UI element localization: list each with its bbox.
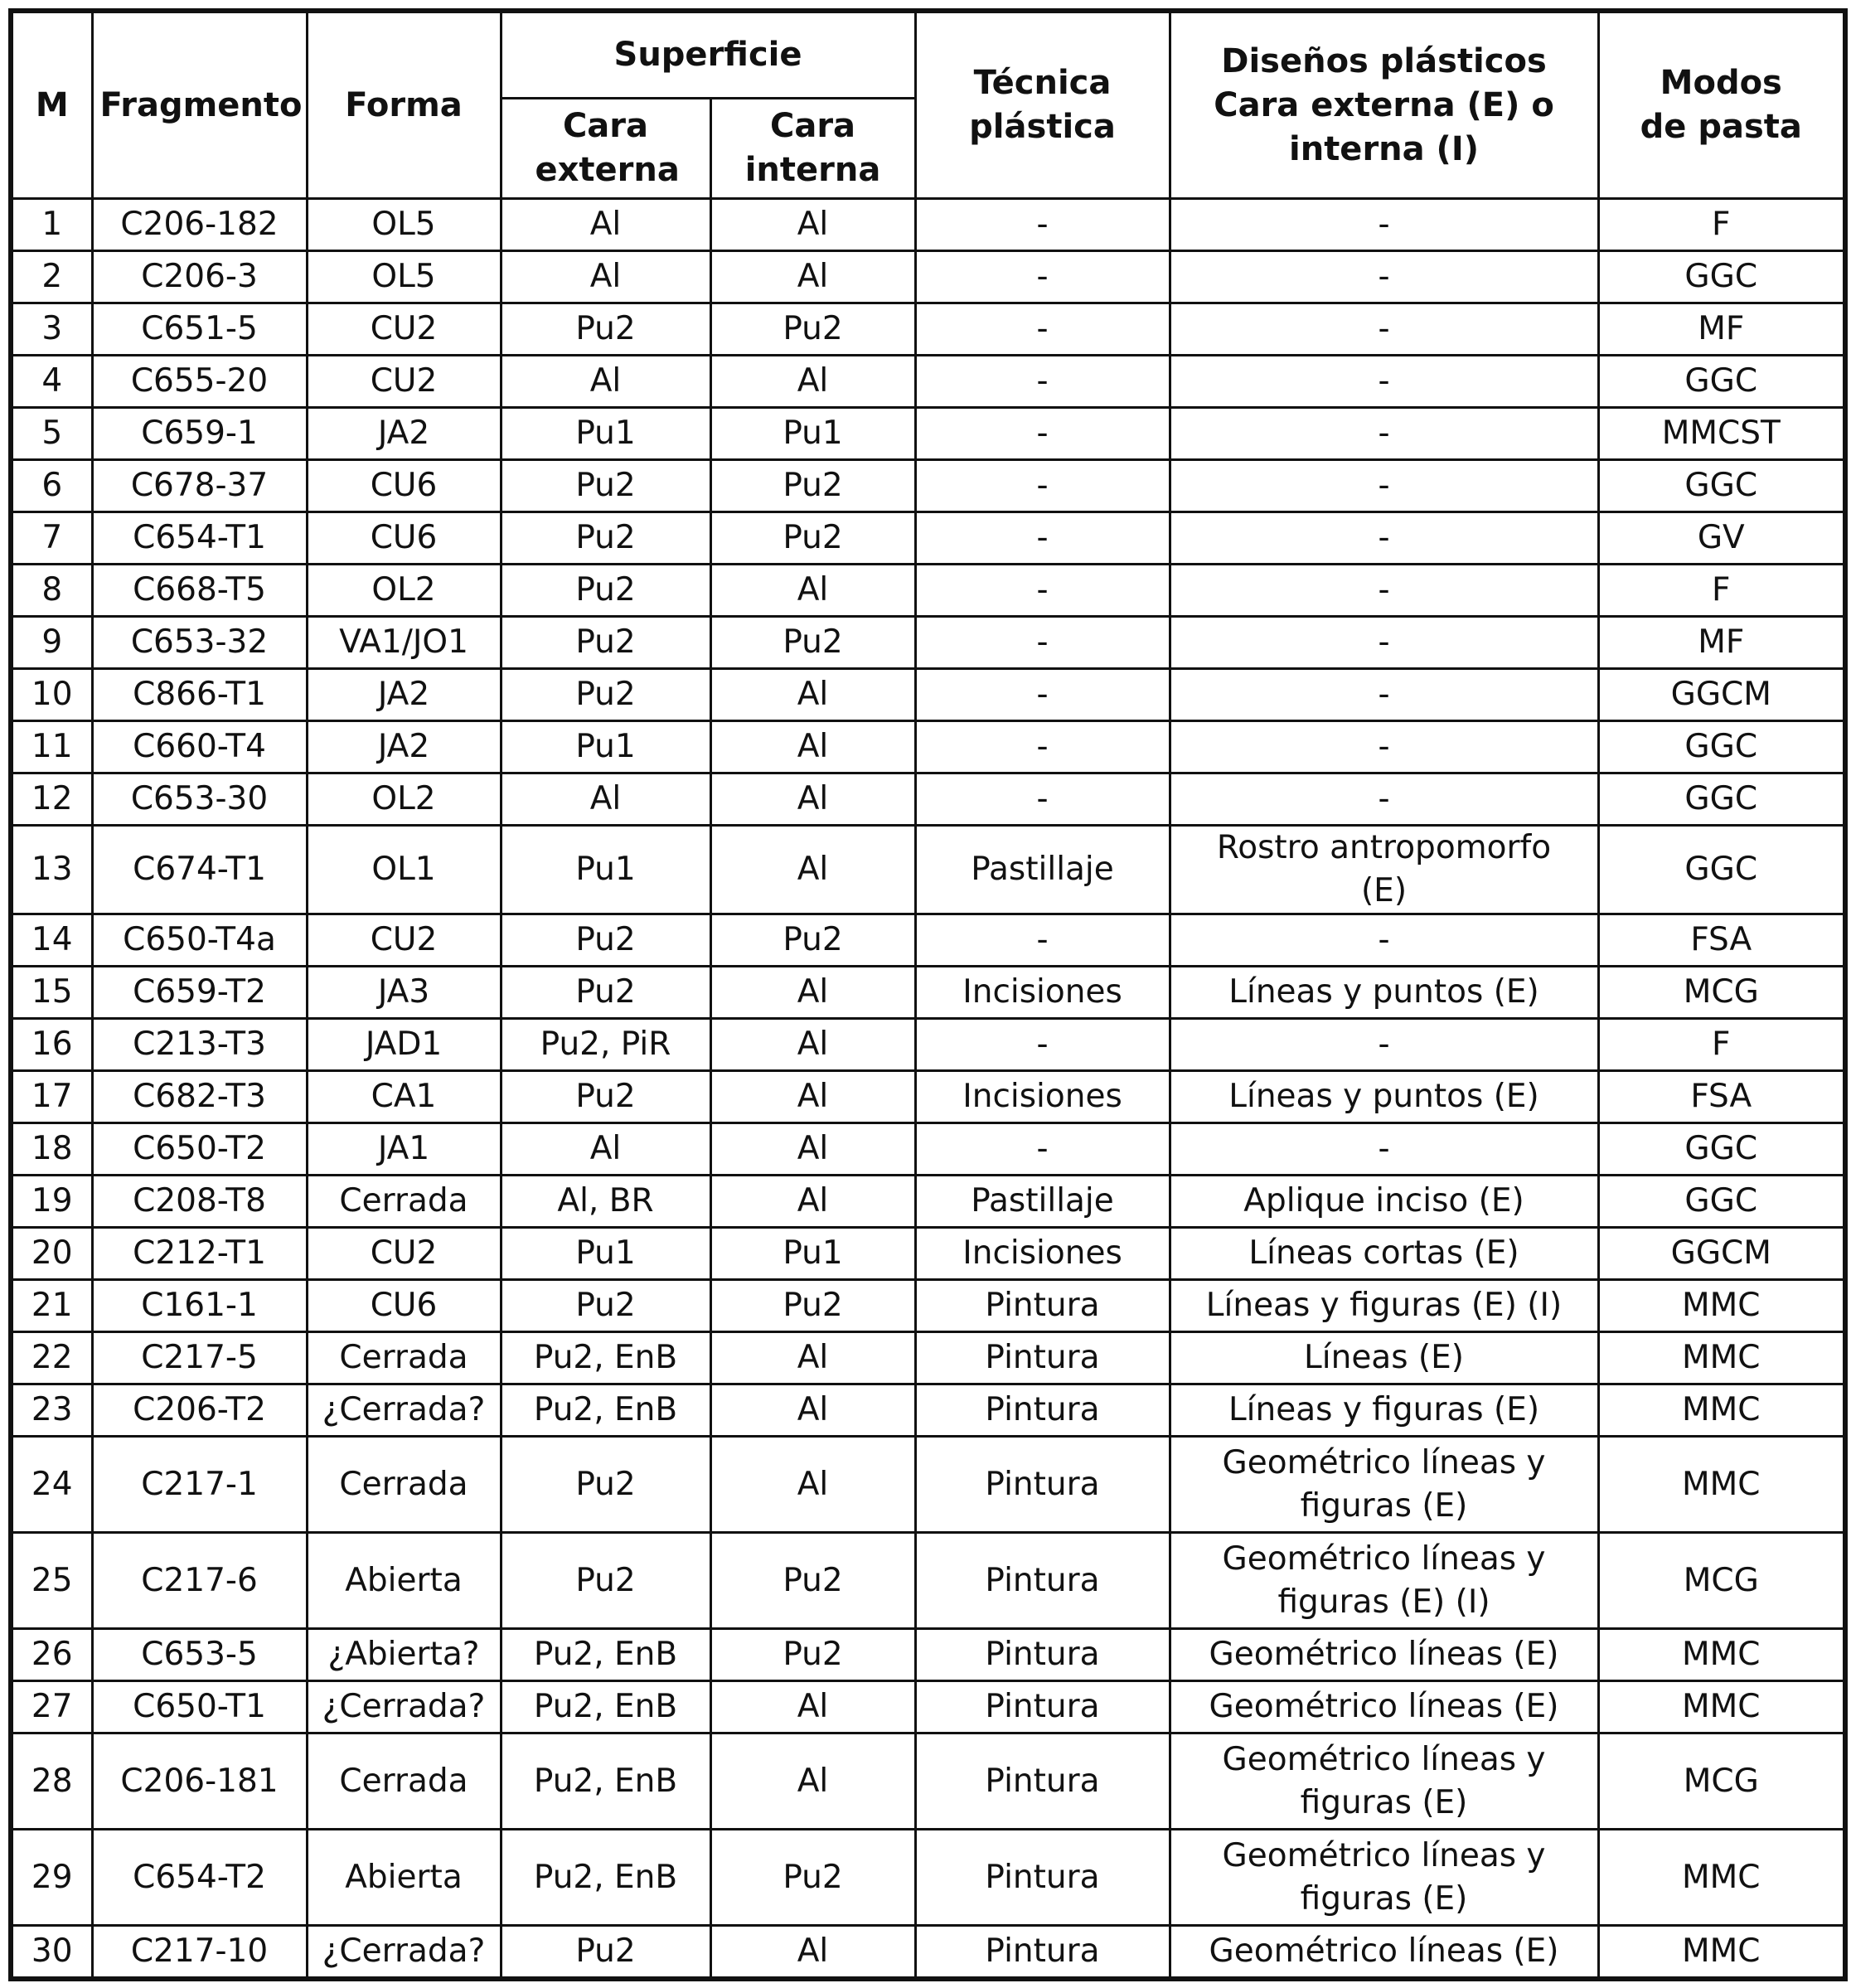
cell-cara-interna: Al [710, 251, 915, 303]
cell-tecnica-plastica: Pintura [915, 1437, 1170, 1533]
cell-cara-externa: Pu2, EnB [501, 1332, 710, 1384]
cell-modos-de-pasta: MMC [1598, 1332, 1845, 1384]
cell-fragmento: C206-181 [92, 1733, 307, 1830]
cell-tecnica-plastica: Incisiones [915, 1228, 1170, 1280]
table-row [11, 1280, 1845, 1332]
cell-cara-externa: Pu1 [501, 721, 710, 773]
cell-tecnica-plastica: - [915, 1019, 1170, 1071]
cell-tecnica-plastica: Pintura [915, 1926, 1170, 1980]
cell-tecnica-plastica: - [915, 356, 1170, 408]
cell-cara-interna: Pu2 [710, 303, 915, 356]
header-modos-de-pasta: Modos de pasta [1598, 11, 1845, 199]
cell-m: 3 [11, 303, 92, 356]
cell-cara-externa: Pu2 [501, 1280, 710, 1332]
cell-modos-de-pasta: MMC [1598, 1437, 1845, 1533]
cell-cara-interna: Pu2 [710, 617, 915, 669]
cell-modos-de-pasta: F [1598, 565, 1845, 617]
cell-modos-de-pasta: GV [1598, 512, 1845, 565]
cell-cara-interna: Al [710, 669, 915, 721]
cell-tecnica-plastica: - [915, 721, 1170, 773]
cell-cara-externa: Pu2 [501, 512, 710, 565]
header-cara-externa: Cara externa [501, 99, 710, 199]
cell-disenos-plasticos: - [1170, 721, 1598, 773]
cell-forma: ¿Cerrada? [307, 1926, 501, 1980]
table-row [11, 1228, 1845, 1280]
cell-disenos-plasticos: Líneas y figuras (E) (I) [1170, 1280, 1598, 1332]
cell-fragmento: C674-T1 [92, 826, 307, 914]
cell-m: 12 [11, 773, 92, 826]
cell-fragmento: C668-T5 [92, 565, 307, 617]
cell-forma: Cerrada [307, 1733, 501, 1830]
cell-cara-externa: Al [501, 199, 710, 251]
cell-cara-interna: Al [710, 1926, 915, 1980]
cell-m: 11 [11, 721, 92, 773]
cell-fragmento: C217-5 [92, 1332, 307, 1384]
cell-modos-de-pasta: MCG [1598, 1733, 1845, 1830]
cell-tecnica-plastica: Pintura [915, 1733, 1170, 1830]
cell-fragmento: C682-T3 [92, 1071, 307, 1123]
cell-cara-externa: Al [501, 356, 710, 408]
cell-cara-externa: Pu2 [501, 460, 710, 512]
cell-tecnica-plastica: - [915, 1123, 1170, 1176]
cell-modos-de-pasta: MCG [1598, 967, 1845, 1019]
cell-cara-interna: Pu2 [710, 460, 915, 512]
cell-cara-interna: Pu2 [710, 1533, 915, 1629]
cell-m: 1 [11, 199, 92, 251]
cell-cara-interna: Al [710, 826, 915, 914]
cell-cara-externa: Pu1 [501, 826, 710, 914]
cell-forma: Abierta [307, 1533, 501, 1629]
cell-m: 2 [11, 251, 92, 303]
cell-disenos-plasticos: - [1170, 617, 1598, 669]
cell-m: 16 [11, 1019, 92, 1071]
cell-tecnica-plastica: - [915, 512, 1170, 565]
cell-modos-de-pasta: MMC [1598, 1681, 1845, 1733]
table-row [11, 826, 1845, 914]
cell-fragmento: C653-30 [92, 773, 307, 826]
cell-cara-interna: Pu2 [710, 512, 915, 565]
cell-cara-interna: Al [710, 1681, 915, 1733]
cell-fragmento: C654-T1 [92, 512, 307, 565]
header-fragmento: Fragmento [92, 11, 307, 199]
cell-m: 9 [11, 617, 92, 669]
cell-m: 22 [11, 1332, 92, 1384]
cell-tecnica-plastica: Pintura [915, 1384, 1170, 1437]
cell-cara-externa: Pu2, EnB [501, 1681, 710, 1733]
table-header [11, 11, 1845, 199]
cell-fragmento: C206-182 [92, 199, 307, 251]
cell-modos-de-pasta: GGC [1598, 721, 1845, 773]
cell-cara-interna: Al [710, 1437, 915, 1533]
cell-m: 18 [11, 1123, 92, 1176]
cell-fragmento: C653-32 [92, 617, 307, 669]
cell-m: 26 [11, 1629, 92, 1681]
cell-fragmento: C217-6 [92, 1533, 307, 1629]
cell-disenos-plasticos: - [1170, 1019, 1598, 1071]
cell-m: 23 [11, 1384, 92, 1437]
cell-forma: JA3 [307, 967, 501, 1019]
cell-fragmento: C650-T2 [92, 1123, 307, 1176]
cell-tecnica-plastica: - [915, 408, 1170, 460]
cell-modos-de-pasta: GGC [1598, 1123, 1845, 1176]
cell-fragmento: C206-3 [92, 251, 307, 303]
cell-forma: CU2 [307, 1228, 501, 1280]
cell-disenos-plasticos: Rostro antropomorfo (E) [1170, 826, 1598, 914]
cell-disenos-plasticos: - [1170, 199, 1598, 251]
cell-disenos-plasticos: Geométrico líneas y figuras (E) [1170, 1437, 1598, 1533]
cell-cara-externa: Pu2 [501, 669, 710, 721]
cell-cara-externa: Pu2 [501, 565, 710, 617]
cell-disenos-plasticos: Geométrico líneas y figuras (E) [1170, 1830, 1598, 1926]
cell-cara-interna: Al [710, 356, 915, 408]
cell-cara-interna: Al [710, 1332, 915, 1384]
cell-fragmento: C678-37 [92, 460, 307, 512]
cell-forma: CU2 [307, 303, 501, 356]
table-row [11, 1123, 1845, 1176]
table-row [11, 1629, 1845, 1681]
cell-cara-externa: Pu2 [501, 303, 710, 356]
cell-fragmento: C653-5 [92, 1629, 307, 1681]
cell-fragmento: C651-5 [92, 303, 307, 356]
cell-fragmento: C660-T4 [92, 721, 307, 773]
cell-fragmento: C659-T2 [92, 967, 307, 1019]
cell-disenos-plasticos: Líneas y figuras (E) [1170, 1384, 1598, 1437]
cell-cara-externa: Pu2, EnB [501, 1733, 710, 1830]
cell-forma: JA2 [307, 408, 501, 460]
table-row [11, 251, 1845, 303]
cell-m: 5 [11, 408, 92, 460]
cell-modos-de-pasta: GGC [1598, 356, 1845, 408]
cell-cara-externa: Pu2 [501, 914, 710, 967]
cell-forma: Abierta [307, 1830, 501, 1926]
cell-m: 19 [11, 1176, 92, 1228]
table-row [11, 669, 1845, 721]
cell-modos-de-pasta: GGC [1598, 460, 1845, 512]
cell-m: 6 [11, 460, 92, 512]
cell-modos-de-pasta: GGC [1598, 251, 1845, 303]
cell-disenos-plasticos: - [1170, 565, 1598, 617]
cell-forma: ¿Cerrada? [307, 1681, 501, 1733]
cell-tecnica-plastica: Pintura [915, 1629, 1170, 1681]
cell-forma: Cerrada [307, 1176, 501, 1228]
cell-forma: JAD1 [307, 1019, 501, 1071]
cell-modos-de-pasta: MF [1598, 617, 1845, 669]
table-row [11, 1533, 1845, 1629]
cell-disenos-plasticos: - [1170, 914, 1598, 967]
cell-tecnica-plastica: - [915, 303, 1170, 356]
cell-modos-de-pasta: MMC [1598, 1384, 1845, 1437]
table-row [11, 1332, 1845, 1384]
cell-modos-de-pasta: F [1598, 199, 1845, 251]
table-row [11, 967, 1845, 1019]
cell-disenos-plasticos: Líneas y puntos (E) [1170, 1071, 1598, 1123]
cell-m: 25 [11, 1533, 92, 1629]
cell-disenos-plasticos: - [1170, 356, 1598, 408]
cell-tecnica-plastica: Pintura [915, 1280, 1170, 1332]
cell-modos-de-pasta: GGC [1598, 773, 1845, 826]
cell-disenos-plasticos: Líneas cortas (E) [1170, 1228, 1598, 1280]
table-body [11, 199, 1845, 1980]
table-row [11, 1437, 1845, 1533]
cell-cara-interna: Al [710, 773, 915, 826]
cell-modos-de-pasta: MMC [1598, 1926, 1845, 1980]
cell-disenos-plasticos: - [1170, 512, 1598, 565]
cell-fragmento: C650-T1 [92, 1681, 307, 1733]
cell-cara-interna: Al [710, 1176, 915, 1228]
cell-modos-de-pasta: GGC [1598, 826, 1845, 914]
cell-disenos-plasticos: - [1170, 408, 1598, 460]
cell-cara-interna: Al [710, 1071, 915, 1123]
cell-modos-de-pasta: MMC [1598, 1830, 1845, 1926]
cell-fragmento: C655-20 [92, 356, 307, 408]
table-row [11, 1019, 1845, 1071]
table-row [11, 1733, 1845, 1830]
cell-cara-externa: Pu1 [501, 408, 710, 460]
cell-fragmento: C213-T3 [92, 1019, 307, 1071]
cell-tecnica-plastica: Pintura [915, 1332, 1170, 1384]
table-row [11, 199, 1845, 251]
header-m: M [11, 11, 92, 199]
cell-m: 4 [11, 356, 92, 408]
cell-cara-interna: Pu1 [710, 1228, 915, 1280]
cell-tecnica-plastica: Pastillaje [915, 826, 1170, 914]
cell-cara-externa: Pu2 [501, 1926, 710, 1980]
cell-m: 8 [11, 565, 92, 617]
cell-modos-de-pasta: MMCST [1598, 408, 1845, 460]
cell-cara-externa: Pu2, PiR [501, 1019, 710, 1071]
table-row [11, 914, 1845, 967]
ceramics-table-sheet [8, 8, 1843, 1980]
cell-forma: OL2 [307, 773, 501, 826]
cell-tecnica-plastica: - [915, 460, 1170, 512]
cell-m: 20 [11, 1228, 92, 1280]
table-row [11, 721, 1845, 773]
cell-disenos-plasticos: Aplique inciso (E) [1170, 1176, 1598, 1228]
cell-disenos-plasticos: Líneas y puntos (E) [1170, 967, 1598, 1019]
cell-tecnica-plastica: - [915, 669, 1170, 721]
cell-m: 14 [11, 914, 92, 967]
cell-m: 7 [11, 512, 92, 565]
cell-modos-de-pasta: GGCM [1598, 1228, 1845, 1280]
cell-fragmento: C208-T8 [92, 1176, 307, 1228]
cell-cara-externa: Al [501, 251, 710, 303]
cell-m: 15 [11, 967, 92, 1019]
cell-disenos-plasticos: Geométrico líneas y figuras (E) (I) [1170, 1533, 1598, 1629]
cell-forma: CU6 [307, 460, 501, 512]
cell-fragmento: C217-1 [92, 1437, 307, 1533]
cell-fragmento: C659-1 [92, 408, 307, 460]
cell-forma: VA1/JO1 [307, 617, 501, 669]
cell-cara-externa: Pu1 [501, 1228, 710, 1280]
cell-cara-externa: Al [501, 1123, 710, 1176]
cell-cara-interna: Pu2 [710, 914, 915, 967]
header-cara-interna: Cara interna [710, 99, 915, 199]
header-row-1 [11, 11, 1845, 99]
cell-cara-interna: Al [710, 967, 915, 1019]
cell-cara-interna: Pu2 [710, 1280, 915, 1332]
cell-fragmento: C212-T1 [92, 1228, 307, 1280]
table-row [11, 356, 1845, 408]
cell-forma: ¿Cerrada? [307, 1384, 501, 1437]
cell-modos-de-pasta: FSA [1598, 1071, 1845, 1123]
table-row [11, 1681, 1845, 1733]
cell-fragmento: C866-T1 [92, 669, 307, 721]
cell-cara-externa: Pu2 [501, 617, 710, 669]
cell-cara-externa: Pu2, EnB [501, 1629, 710, 1681]
cell-fragmento: C650-T4a [92, 914, 307, 967]
cell-disenos-plasticos: Líneas (E) [1170, 1332, 1598, 1384]
cell-cara-interna: Al [710, 199, 915, 251]
table-row [11, 773, 1845, 826]
cell-m: 13 [11, 826, 92, 914]
cell-disenos-plasticos: Geométrico líneas (E) [1170, 1926, 1598, 1980]
cell-cara-externa: Pu2 [501, 967, 710, 1019]
cell-m: 21 [11, 1280, 92, 1332]
cell-disenos-plasticos: - [1170, 303, 1598, 356]
cell-modos-de-pasta: MMC [1598, 1629, 1845, 1681]
cell-cara-externa: Al, BR [501, 1176, 710, 1228]
cell-m: 10 [11, 669, 92, 721]
cell-modos-de-pasta: MCG [1598, 1533, 1845, 1629]
cell-tecnica-plastica: Pintura [915, 1533, 1170, 1629]
cell-cara-externa: Pu2 [501, 1437, 710, 1533]
cell-fragmento: C161-1 [92, 1280, 307, 1332]
cell-disenos-plasticos: - [1170, 460, 1598, 512]
cell-cara-externa: Pu2 [501, 1071, 710, 1123]
cell-disenos-plasticos: - [1170, 773, 1598, 826]
cell-m: 29 [11, 1830, 92, 1926]
cell-disenos-plasticos: - [1170, 1123, 1598, 1176]
table-row [11, 1071, 1845, 1123]
cell-tecnica-plastica: Pastillaje [915, 1176, 1170, 1228]
cell-tecnica-plastica: - [915, 617, 1170, 669]
header-tecnica-plastica: Técnica plástica [915, 11, 1170, 199]
cell-m: 17 [11, 1071, 92, 1123]
cell-tecnica-plastica: - [915, 199, 1170, 251]
cell-disenos-plasticos: Geométrico líneas (E) [1170, 1629, 1598, 1681]
cell-forma: JA1 [307, 1123, 501, 1176]
cell-cara-interna: Al [710, 1123, 915, 1176]
cell-forma: Cerrada [307, 1332, 501, 1384]
cell-tecnica-plastica: Incisiones [915, 1071, 1170, 1123]
cell-modos-de-pasta: GGC [1598, 1176, 1845, 1228]
cell-modos-de-pasta: FSA [1598, 914, 1845, 967]
cell-tecnica-plastica: Pintura [915, 1681, 1170, 1733]
cell-m: 28 [11, 1733, 92, 1830]
cell-modos-de-pasta: MF [1598, 303, 1845, 356]
cell-tecnica-plastica: - [915, 773, 1170, 826]
table-row [11, 1384, 1845, 1437]
cell-tecnica-plastica: Pintura [915, 1830, 1170, 1926]
cell-cara-interna: Al [710, 1019, 915, 1071]
cell-disenos-plasticos: Geométrico líneas (E) [1170, 1681, 1598, 1733]
cell-tecnica-plastica: Incisiones [915, 967, 1170, 1019]
cell-cara-externa: Pu2, EnB [501, 1830, 710, 1926]
cell-forma: CU2 [307, 356, 501, 408]
ceramics-fragments-table [8, 8, 1848, 1981]
cell-cara-externa: Pu2, EnB [501, 1384, 710, 1437]
cell-m: 27 [11, 1681, 92, 1733]
table-row [11, 460, 1845, 512]
table-row [11, 1830, 1845, 1926]
cell-forma: CU6 [307, 1280, 501, 1332]
cell-modos-de-pasta: GGCM [1598, 669, 1845, 721]
header-disenos-plasticos: Diseños plásticos Cara externa (E) o interna (I) [1170, 11, 1598, 199]
cell-disenos-plasticos: - [1170, 251, 1598, 303]
table-row [11, 512, 1845, 565]
header-forma: Forma [307, 11, 501, 199]
cell-cara-externa: Pu2 [501, 1533, 710, 1629]
cell-forma: OL2 [307, 565, 501, 617]
cell-cara-interna: Al [710, 1733, 915, 1830]
cell-cara-interna: Al [710, 565, 915, 617]
cell-forma: OL5 [307, 251, 501, 303]
cell-forma: OL5 [307, 199, 501, 251]
cell-modos-de-pasta: MMC [1598, 1280, 1845, 1332]
cell-m: 24 [11, 1437, 92, 1533]
header-superficie: Superficie [501, 11, 915, 99]
cell-cara-interna: Pu2 [710, 1629, 915, 1681]
table-row [11, 303, 1845, 356]
table-row [11, 408, 1845, 460]
cell-tecnica-plastica: - [915, 251, 1170, 303]
cell-forma: CA1 [307, 1071, 501, 1123]
cell-tecnica-plastica: - [915, 914, 1170, 967]
cell-forma: JA2 [307, 721, 501, 773]
cell-tecnica-plastica: - [915, 565, 1170, 617]
cell-cara-interna: Pu1 [710, 408, 915, 460]
cell-forma: CU2 [307, 914, 501, 967]
cell-m: 30 [11, 1926, 92, 1980]
cell-disenos-plasticos: - [1170, 669, 1598, 721]
cell-disenos-plasticos: Geométrico líneas y figuras (E) [1170, 1733, 1598, 1830]
cell-forma: Cerrada [307, 1437, 501, 1533]
cell-fragmento: C654-T2 [92, 1830, 307, 1926]
cell-forma: ¿Abierta? [307, 1629, 501, 1681]
cell-forma: JA2 [307, 669, 501, 721]
table-row [11, 1926, 1845, 1980]
table-row [11, 565, 1845, 617]
cell-forma: OL1 [307, 826, 501, 914]
cell-fragmento: C206-T2 [92, 1384, 307, 1437]
cell-modos-de-pasta: F [1598, 1019, 1845, 1071]
cell-fragmento: C217-10 [92, 1926, 307, 1980]
table-row [11, 617, 1845, 669]
cell-cara-interna: Pu2 [710, 1830, 915, 1926]
table-row [11, 1176, 1845, 1228]
cell-cara-interna: Al [710, 721, 915, 773]
cell-forma: CU6 [307, 512, 501, 565]
cell-cara-interna: Al [710, 1384, 915, 1437]
cell-cara-externa: Al [501, 773, 710, 826]
